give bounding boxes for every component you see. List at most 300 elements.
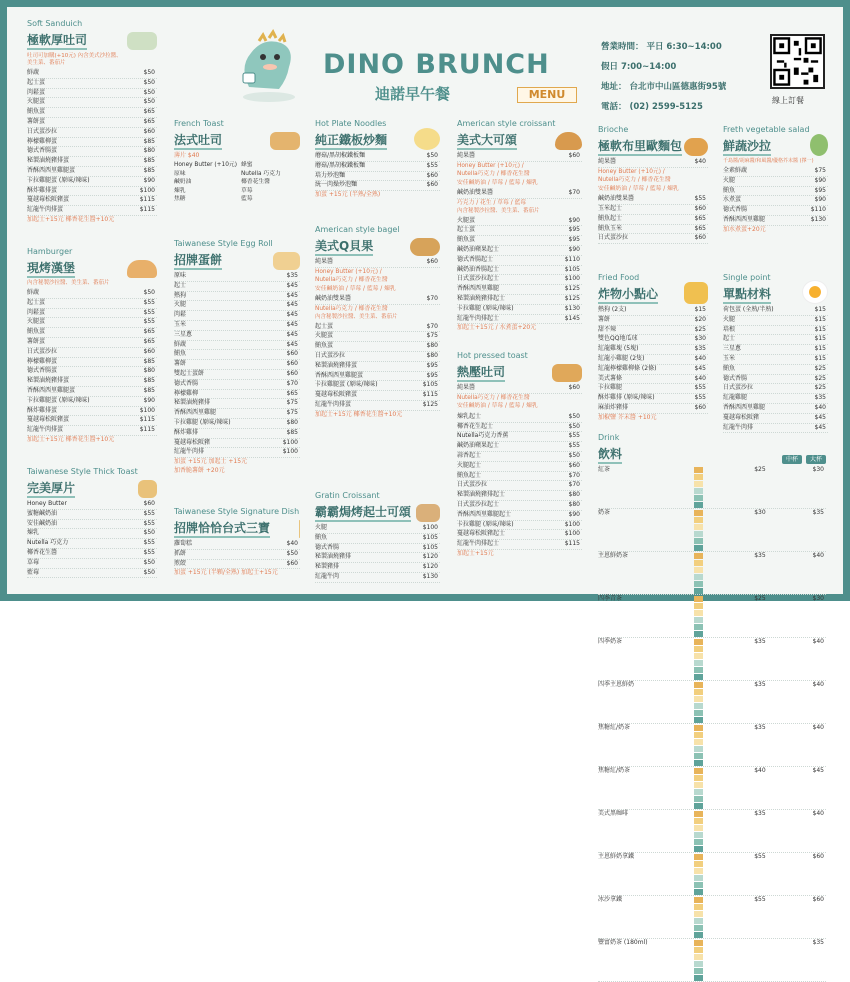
item-price: $55 [426, 161, 438, 169]
section-brioche [598, 125, 708, 244]
item-name: 紅龍牛肉排起士 [457, 540, 500, 548]
item-name: 酥炸雞排蛋 [27, 186, 58, 194]
item-list [457, 413, 582, 550]
menu-item [598, 355, 708, 365]
item-price: $100 [139, 406, 155, 414]
menu-item [174, 311, 300, 321]
scale-cell [694, 832, 703, 838]
signature-photo-icon [299, 520, 300, 538]
menu-item [315, 573, 440, 583]
menu-item [315, 391, 440, 401]
menu-item [723, 316, 828, 326]
item-price: $50 [568, 422, 580, 430]
section-note: 內含秘製沙拉醬、美生菜、番茄片 [457, 207, 540, 214]
scale-cell [694, 846, 703, 852]
item-price: $50 [568, 412, 580, 420]
item-name: 蘿蔔糕 [174, 540, 193, 547]
item-price: $100 [564, 520, 580, 528]
item-price: $85 [143, 357, 155, 365]
drink-name: 主恩鮮奶茶 [598, 552, 629, 559]
item-name: 秘製滷燒豬排 [174, 399, 211, 407]
section-title: 美式大可頌 [457, 133, 517, 150]
section-burger [27, 247, 157, 444]
menu-badge: MENU [517, 87, 577, 103]
item-price: $40 [694, 354, 706, 362]
item-price: $100 [139, 186, 155, 194]
item-price: $95 [568, 236, 580, 244]
item-price: $85 [143, 386, 155, 394]
scale-cell [694, 968, 703, 974]
croissant-options-2 [457, 199, 582, 208]
item-price: $100 [282, 448, 298, 456]
item-name: 起士蛋 [315, 322, 334, 330]
large-price: $45 [812, 767, 824, 774]
menu-item [723, 365, 828, 375]
section-title: 熱壓吐司 [457, 365, 505, 382]
scale-cell [694, 646, 703, 652]
fries-photo-icon [684, 282, 708, 304]
item-price: $120 [422, 553, 438, 561]
item-price: $115 [564, 540, 580, 548]
medium-price: $25 [754, 466, 766, 473]
item-price: $55 [143, 509, 155, 517]
sugar-ice-scale [694, 939, 703, 981]
menu-item [723, 355, 828, 365]
item-name: 紅龍牛肉排 [174, 448, 205, 456]
item-name: 蘑菇/黑胡椒鐵板麵 [315, 152, 366, 159]
section-croissant [457, 119, 582, 333]
item-name: 日式蛋沙拉 [27, 127, 58, 135]
item-name: 酥炸雞排 (原味/辣味) [598, 394, 655, 402]
large-price: $60 [812, 896, 824, 903]
bagel-options [315, 268, 440, 294]
item-name: 鮪魚 [723, 364, 736, 372]
scale-cell [694, 603, 703, 609]
scale-cell [694, 875, 703, 881]
item-name: 火腿起士 [457, 461, 482, 469]
menu-item [457, 152, 582, 162]
item-price: $60 [694, 205, 706, 213]
menu-item [457, 236, 582, 246]
scale-cell [694, 488, 703, 494]
section-gratin [315, 491, 440, 583]
menu-item [174, 390, 300, 400]
item-price: $25 [814, 364, 826, 372]
item-list [315, 152, 440, 191]
scale-cell [694, 803, 703, 809]
scale-cell [694, 954, 703, 960]
menu-item [457, 246, 582, 256]
menu-item [315, 323, 440, 333]
menu-item [457, 511, 582, 521]
item-price: $95 [814, 186, 826, 194]
drink-item [598, 595, 826, 638]
option-line: Nutella巧克力 / 椰香花生醬 [315, 277, 388, 284]
menu-item [457, 413, 582, 423]
section-signature-dish [174, 507, 300, 578]
medium-price: $35 [754, 681, 766, 688]
item-price: $75 [814, 167, 826, 174]
item-name: 卡拉雞腿 (原味/辣味) [457, 520, 514, 528]
scale-cell [694, 739, 703, 745]
section-fried [598, 273, 708, 422]
sugar-ice-scale [694, 681, 703, 723]
menu-item [27, 89, 157, 99]
item-name: 秘製滷燒豬排起士 [457, 294, 506, 302]
scale-cell [694, 753, 703, 759]
item-name: 鮪魚蛋 [27, 328, 46, 336]
section-noodles [315, 119, 440, 200]
large-price: $30 [812, 595, 824, 602]
menu-item [27, 510, 157, 520]
item-price: $50 [143, 98, 155, 106]
item-price: $15 [694, 306, 706, 313]
menu-item [27, 79, 157, 89]
item-name: 鮪魚蛋 [457, 236, 476, 244]
scale-cell [694, 495, 703, 501]
option-line: Nutella巧克力 / 椰香花生醬 [598, 177, 671, 184]
item-name: 煎餃 [174, 559, 187, 567]
croissant-photo-icon [555, 132, 582, 150]
scale-cell [694, 897, 703, 903]
item-list [457, 189, 582, 199]
scale-cell [694, 682, 703, 688]
menu-item [598, 404, 708, 414]
item-name: 培根 [723, 325, 736, 333]
drink-item [598, 724, 826, 767]
item-price: $50 [143, 69, 155, 76]
menu-item [457, 432, 582, 442]
item-name: 三星蔥 [723, 345, 742, 353]
scale-cell [694, 918, 703, 924]
menu-item [27, 367, 157, 377]
menu-item [174, 272, 300, 282]
scale-cell [694, 789, 703, 795]
item-price: $65 [143, 337, 155, 345]
bagel-photo-icon [410, 238, 440, 256]
item-price: $45 [286, 311, 298, 319]
section-title: 純正鐵板炒麵 [315, 133, 387, 150]
item-name: 鹹奶油雙果醬 [598, 195, 635, 203]
item-name: 肉鬆 [174, 311, 187, 319]
menu-item [315, 534, 440, 544]
item-name: 玉米 [723, 354, 736, 362]
scale-cell [694, 911, 703, 917]
item-price: $45 [814, 413, 826, 421]
item-list [27, 69, 157, 216]
item-name: Nutella 巧克力 [27, 539, 69, 547]
item-price: $90 [568, 510, 580, 518]
item-name: 水煮蛋 [723, 196, 742, 204]
item-price: $55 [694, 394, 706, 402]
scale-cell [694, 639, 703, 645]
menu-item [27, 177, 157, 187]
item-price: $40 [286, 540, 298, 547]
scale-cell [694, 839, 703, 845]
item-name: 鮮蔬 [174, 340, 187, 348]
item-price: $95 [426, 361, 438, 369]
menu-item [27, 549, 157, 559]
option-line: 安佳鹹奶油 / 草莓 / 藍莓 / 煉乳 [457, 179, 538, 186]
menu-item [174, 301, 300, 311]
section-foot: 加蛋 +15元 加起士 +15元 [174, 458, 248, 466]
menu-item [174, 550, 300, 560]
item-name: 秘製滷燒豬排蛋 [315, 361, 358, 369]
item-price: $145 [564, 314, 580, 322]
menu-item [174, 439, 300, 449]
item-name: 起士蛋 [27, 298, 46, 306]
item-price: $50 [143, 568, 155, 576]
item-price: $65 [143, 108, 155, 116]
menu-item [598, 316, 708, 326]
item-name: 檸檬雞柳蛋 [27, 357, 58, 365]
item-price: $85 [143, 377, 155, 385]
item-name: 玉米起士 [598, 205, 623, 213]
item-price: $60 [426, 181, 438, 189]
menu-item [457, 491, 582, 501]
menu-item [174, 370, 300, 380]
item-price: $35 [694, 345, 706, 353]
scale-cell [694, 517, 703, 523]
item-name: 薯餅蛋 [27, 117, 46, 125]
menu-item [457, 285, 582, 295]
scale-cell [694, 545, 703, 551]
item-price: $50 [426, 152, 438, 159]
option-line: 安佳鹹奶油 / 草莓 / 藍莓 / 煉乳 [457, 403, 538, 410]
section-en: Fried Food [598, 273, 640, 282]
menu-item [598, 158, 708, 168]
item-name: 紅龍牛肉排蛋 [315, 400, 352, 408]
item-name: 純果醬 [315, 258, 334, 265]
menu-item [723, 335, 828, 345]
item-name: 鮪魚 [723, 186, 736, 194]
menu-item [315, 332, 440, 342]
item-name: 火腿蛋 [315, 332, 334, 340]
column-4 [457, 7, 582, 597]
item-name: 甜不辣 [598, 325, 617, 333]
item-price: $80 [426, 342, 438, 350]
menu-item [174, 341, 300, 351]
item-name: 卡拉雞腿蛋 (原味/辣味) [315, 381, 378, 389]
item-name: 火腿蛋 [27, 98, 46, 106]
item-price: $95 [426, 371, 438, 379]
item-list [723, 167, 828, 226]
burger-photo-icon [127, 260, 157, 278]
scale-cell [694, 481, 703, 487]
item-name: 德式香腸 [315, 543, 340, 551]
item-price: $105 [422, 381, 438, 389]
item-price: $130 [564, 304, 580, 312]
item-price: $25 [814, 374, 826, 382]
scale-cell [694, 667, 703, 673]
menu-item [27, 529, 157, 539]
menu-item [27, 147, 157, 157]
item-name: 美式薯條 [598, 374, 623, 382]
menu-item [315, 372, 440, 382]
section-en: Drink [598, 433, 620, 442]
scale-cell [694, 904, 703, 910]
item-price: $105 [422, 543, 438, 551]
drink-name: 紅茶 [598, 466, 611, 473]
menu-item [723, 196, 828, 206]
item-price: $130 [422, 572, 438, 580]
item-price: $60 [143, 347, 155, 355]
item-price: $50 [143, 558, 155, 566]
item-price: $90 [814, 196, 826, 204]
scale-cell [694, 696, 703, 702]
item-name: Nutella巧克力香蕉 [457, 432, 509, 440]
item-name: 雙色QQ地瓜球 [598, 335, 638, 343]
item-list [27, 289, 157, 436]
item-name: 火腿蛋 [27, 318, 46, 326]
brioche-photo-icon [684, 138, 708, 156]
item-name: 熱狗 [174, 291, 187, 299]
scale-cell [694, 610, 703, 616]
menu-item [174, 560, 300, 570]
menu-item [723, 424, 828, 434]
item-price: $45 [286, 340, 298, 348]
item-list [174, 540, 300, 569]
item-name: 香酥西西里雞腿 [174, 409, 217, 417]
menu-item [27, 407, 157, 417]
scale-cell [694, 717, 703, 723]
item-price: $55 [143, 308, 155, 316]
section-foot: 加蛋 +15元 (半熟/全熟) [315, 191, 381, 199]
menu-item [315, 563, 440, 573]
large-price: $35 [812, 509, 824, 516]
menu-item [27, 426, 157, 436]
item-name: 鹹奶油雙果醬 [315, 295, 352, 303]
scale-cell [694, 538, 703, 544]
item-price: $100 [564, 275, 580, 283]
menu-item [174, 380, 300, 390]
item-name: 德式香腸 [174, 379, 199, 387]
item-price: $125 [422, 400, 438, 408]
option-line: 草莓 [240, 187, 253, 194]
item-price: $90 [568, 245, 580, 253]
section-en: Soft Sanduich [27, 19, 83, 28]
item-name: 秘製滷燒豬排 [315, 553, 352, 561]
menu-item [27, 338, 157, 348]
menu-item [27, 358, 157, 368]
menu-item [315, 362, 440, 372]
menu-item [27, 569, 157, 579]
menu-item [27, 520, 157, 530]
scale-cell [694, 732, 703, 738]
section-sandwich [27, 19, 157, 224]
scale-cell [694, 725, 703, 731]
item-price: $40 [814, 403, 826, 411]
menu-item [27, 309, 157, 319]
menu-item [27, 318, 157, 328]
item-name: 蔓越莓松阪豬蛋 [27, 196, 70, 204]
item-name: 紅龍雞腿 [723, 394, 748, 402]
menu-item [174, 282, 300, 292]
item-name: 鹹奶油雙果醬 [457, 189, 494, 197]
menu-item [723, 384, 828, 394]
item-name: 蔓越莓松阪豬起士 [457, 530, 506, 538]
item-price: $55 [143, 539, 155, 547]
item-name: 全素鮮蔬 [723, 167, 748, 174]
option-line: 藍莓 [240, 196, 253, 202]
brioche-options [598, 168, 708, 194]
item-name: 紅龍牛肉排蛋 [27, 206, 64, 214]
item-name: 日式蛋沙拉 [457, 481, 488, 489]
item-name: 鮪魚蛋 [27, 108, 46, 116]
scale-cell [694, 768, 703, 774]
item-name: 火腿蛋 [457, 216, 476, 224]
medium-price: $40 [754, 767, 766, 774]
drink-name: 焦糖紅/奶茶 [598, 767, 631, 774]
menu-item [457, 189, 582, 199]
menu-item [598, 384, 708, 394]
gratin-photo-icon [416, 504, 440, 522]
item-name: 卡拉雞腿蛋 (原味/辣味) [27, 396, 90, 404]
column-2 [174, 7, 300, 597]
scale-cell [694, 947, 703, 953]
item-price: $15 [814, 315, 826, 323]
item-price: $70 [568, 471, 580, 479]
item-price: $40 [694, 374, 706, 382]
scale-cell [694, 775, 703, 781]
sugar-ice-scale [694, 595, 703, 637]
item-name: 紅龍牛肉 [315, 572, 340, 580]
menu-item [457, 384, 582, 394]
menu-item [27, 416, 157, 426]
item-name: 秘製滷燒豬排起士 [457, 491, 506, 499]
option-line: 巧克力 / 花生 / 草莓 / 藍莓 [457, 200, 527, 207]
item-price: $45 [286, 301, 298, 309]
drink-name: 主恩鮮奶拿鐵 [598, 853, 635, 860]
item-price: $60 [286, 369, 298, 377]
menu-item [315, 258, 440, 268]
menu-item [315, 381, 440, 391]
item-name: 日式蛋沙拉 [598, 234, 629, 242]
drink-item [598, 896, 826, 939]
item-price: $90 [568, 216, 580, 224]
item-price: $125 [564, 294, 580, 302]
item-name: 蘑菇/黑胡椒鐵板麵 [315, 161, 366, 169]
item-name: 德式香腸 [723, 206, 748, 214]
menu-item [723, 404, 828, 414]
item-name: 椰香花生醬 [27, 548, 58, 556]
item-price: $65 [143, 117, 155, 125]
item-name: 日式蛋沙拉起士 [457, 275, 500, 283]
item-name: 蔓越莓松阪豬 [723, 413, 760, 421]
menu-item [315, 352, 440, 362]
item-name: 德式香腸蛋 [27, 147, 58, 155]
item-name: 椰香花生起士 [457, 422, 494, 430]
menu-item [457, 315, 582, 325]
option-line: 焦糖 [174, 196, 186, 202]
menu-item [457, 540, 582, 550]
section-foot: 加椒鹽 芥末醬 +10元 [598, 413, 657, 421]
large-price: $40 [812, 552, 824, 559]
section-title: 極軟布里歐麵包 [598, 139, 682, 156]
section-title: 招牌蛋餅 [174, 253, 222, 270]
sugar-ice-scale [694, 552, 703, 594]
sugar-ice-scale [694, 466, 703, 508]
scale-cell [694, 796, 703, 802]
menu-item [457, 501, 582, 511]
item-name: 香酥西西里雞腿 [723, 403, 766, 411]
scale-cell [694, 653, 703, 659]
scale-cell [694, 861, 703, 867]
scale-cell [694, 932, 703, 938]
item-name: 火腿 [315, 524, 328, 531]
medium-price: $35 [754, 724, 766, 731]
section-thick-toast [27, 467, 157, 578]
